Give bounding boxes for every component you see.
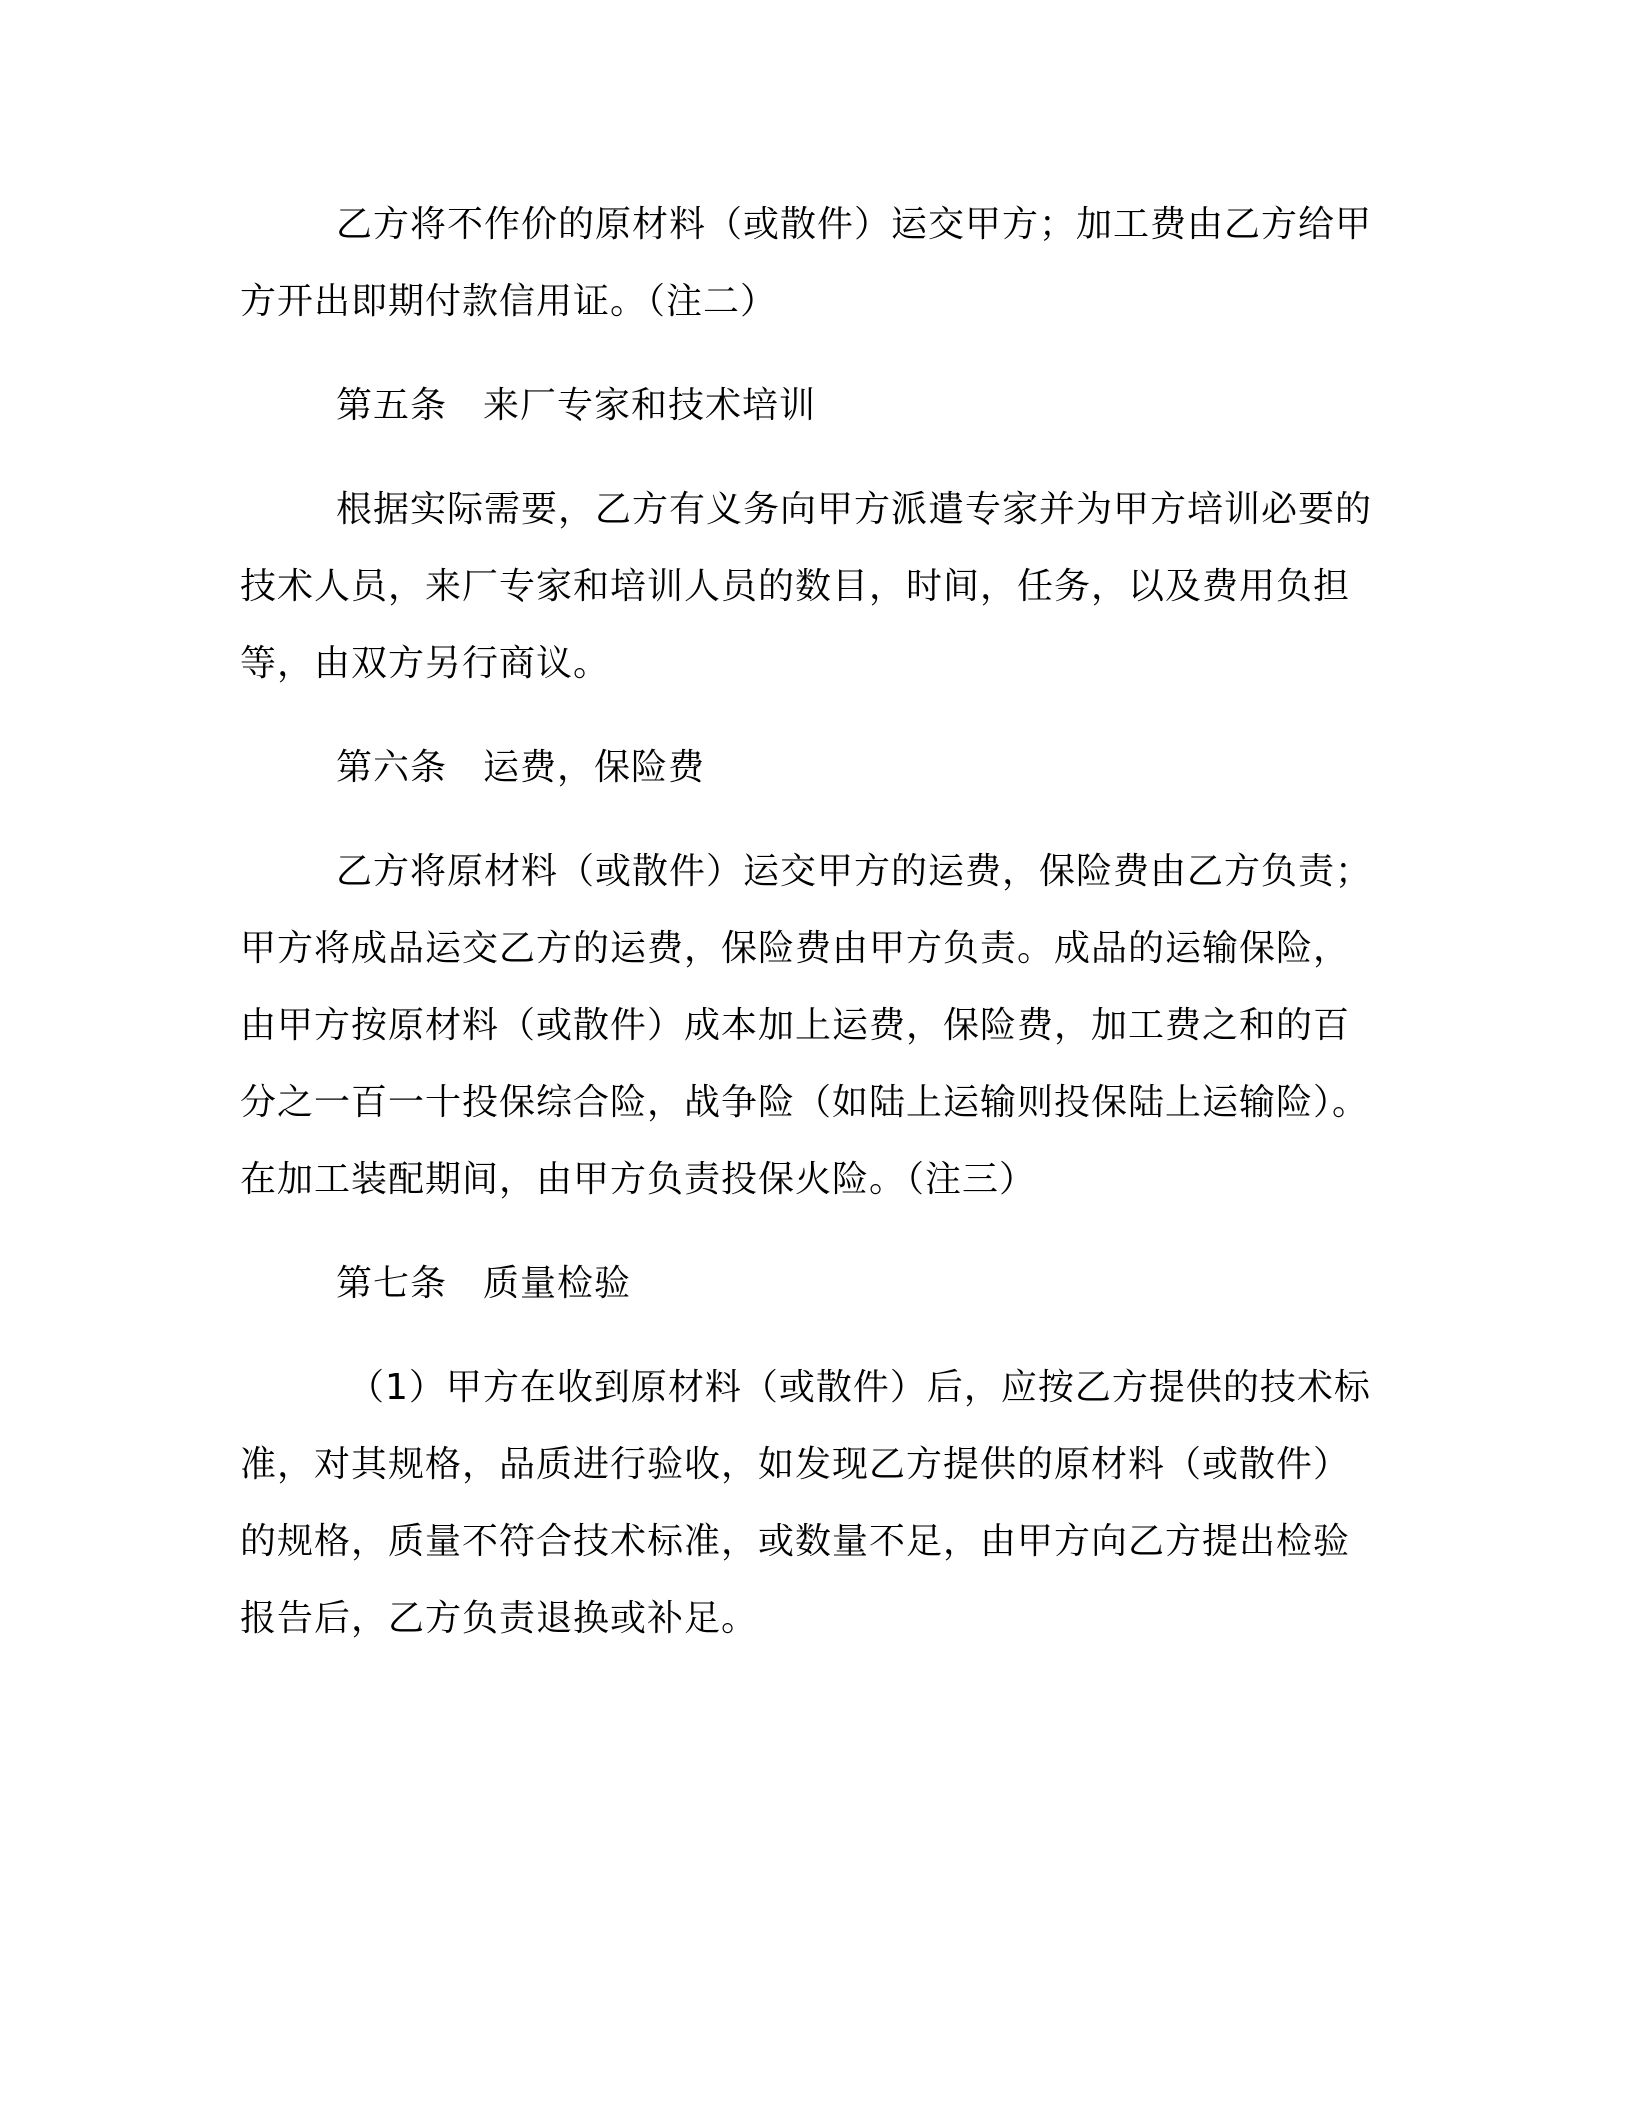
article-number: 第六条 (336, 747, 448, 788)
paragraph-line: 由甲方按原材料（或散件）成本加上运费，保险费，加工费之和的百 (240, 1005, 1351, 1046)
paragraph-line: 乙方将不作价的原材料（或散件）运交甲方；加工费由乙方给甲 (336, 204, 1373, 245)
paragraph-quality-inspection (240, 1349, 1380, 1657)
paragraph-line: 分之一百一十投保综合险，战争险（如陆上运输则投保陆上运输险）。 (240, 1082, 1370, 1123)
article-title: 质量检验 (483, 1263, 632, 1304)
paragraph-line: 在加工装配期间，由甲方负责投保火险。（注三） (240, 1159, 1037, 1200)
paragraph-line: 根据实际需要，乙方有义务向甲方派遣专家并为甲方培训必要的 (336, 489, 1373, 530)
paragraph-freight-insurance (240, 833, 1380, 1218)
paragraph-line: 报告后，乙方负责退换或补足。 (240, 1598, 759, 1639)
article-title: 来厂专家和技术培训 (483, 385, 817, 426)
paragraph-line: 乙方将原材料（或散件）运交甲方的运费，保险费由乙方负责； (336, 851, 1373, 892)
paragraph-line: （1）甲方在收到原材料（或散件）后，应按乙方提供的技术标 (348, 1367, 1371, 1408)
paragraph-line: 甲方将成品运交乙方的运费，保险费由甲方负责。成品的运输保险， (240, 928, 1351, 969)
article-number: 第五条 (336, 385, 448, 426)
article-title: 运费，保险费 (483, 747, 706, 788)
paragraph-line: 的规格，质量不符合技术标准，或数量不足，由甲方向乙方提出检验 (240, 1521, 1351, 1562)
article-6-heading (240, 729, 1380, 806)
paragraph-experts-training (240, 471, 1380, 702)
paragraph-line: 方开出即期付款信用证。（注二） (240, 281, 778, 322)
paragraph-line: 技术人员，来厂专家和培训人员的数目，时间，任务，以及费用负担 (240, 566, 1351, 607)
paragraph-line: 准，对其规格，品质进行验收，如发现乙方提供的原材料（或散件） (240, 1444, 1351, 1485)
document-page (240, 186, 1380, 1657)
article-5-heading (240, 367, 1380, 444)
article-7-heading (240, 1245, 1380, 1322)
paragraph-line: 等，由双方另行商议。 (240, 643, 611, 684)
article-number: 第七条 (336, 1263, 448, 1304)
paragraph-processing-fee (240, 186, 1380, 340)
